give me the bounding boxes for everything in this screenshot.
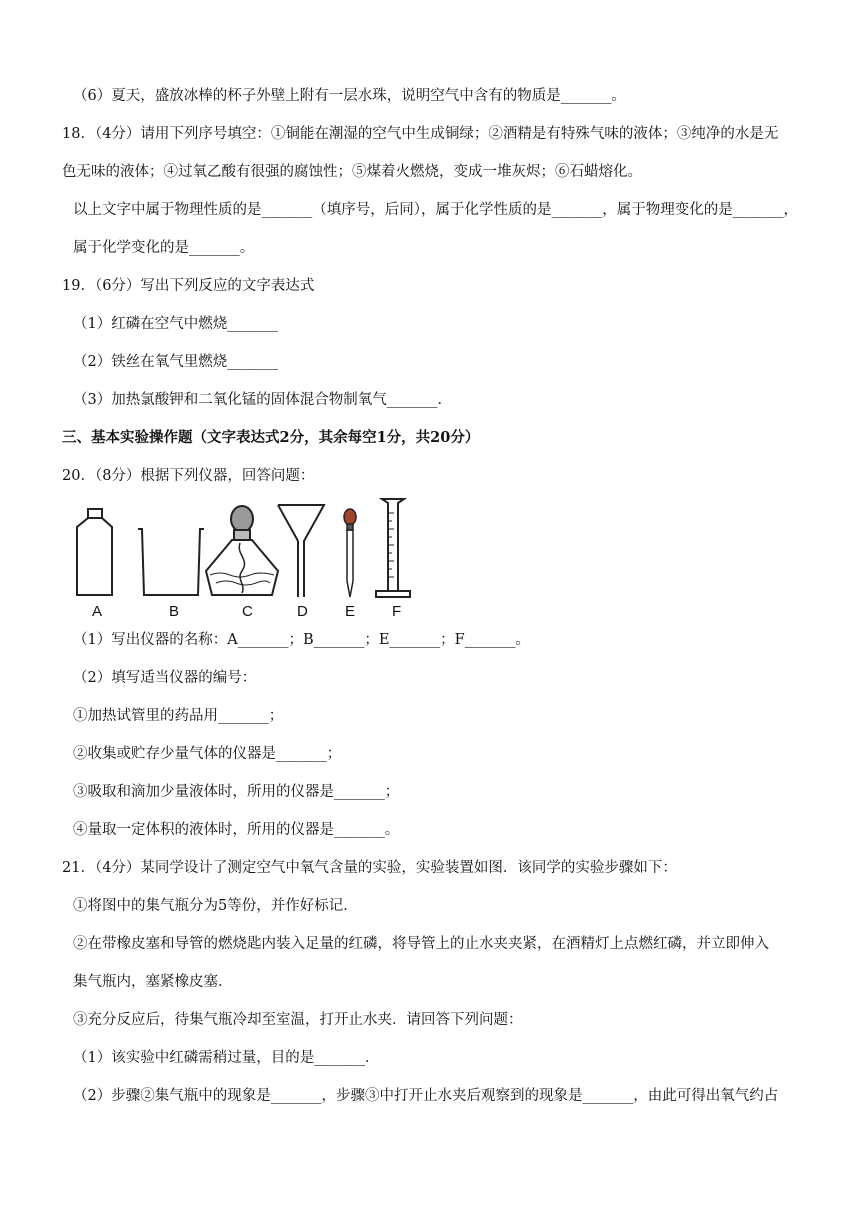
q19-part3: （3）加热氯酸钾和二氧化锰的固体混合物制氧气_______． [73,392,452,408]
section-heading: 三、基本实验操作题（文字表达式2分，其余每空1分，共20分） [62,429,480,446]
q19-part2: （2）铁丝在氧气里燃烧_______ [73,354,278,370]
q21-stem: 21．（4分）某同学设计了测定空气中氧气含量的实验，实验装置如图．该同学的实验步骤如下： [62,860,677,876]
apparatus-label-f: F [392,603,402,620]
q21-step2-cont: 集气瓶内，塞紧橡皮塞． [73,974,233,990]
graduated-cylinder-icon [376,499,410,597]
apparatus-figure [70,493,420,603]
q21-part1: （1）该实验中红磷需稍过量，目的是_______． [73,1050,380,1066]
q20-stem: 20．（8分）根据下列仪器，回答问题： [62,468,315,484]
q18-stem: 18．（4分）请用下列序号填空：①铜能在潮湿的空气中生成铜绿；②酒精是有特殊气味的液体；③纯净的水是无 [62,126,779,142]
q20-sub3: ③吸取和滴加少量液体时，所用的仪器是_______； [73,784,400,800]
alcohol-lamp-icon [206,506,278,595]
apparatus-label-e: E [345,603,356,620]
q17-part6: （6）夏天，盛放冰棒的杯子外壁上附有一层水珠，说明空气中含有的物质是_______。 [73,88,626,104]
q21-step2: ②在带橡皮塞和导管的燃烧匙内装入足量的红磷，将导管上的止水夹夹紧，在酒精灯上点燃红磷，并立即伸入 [73,936,769,952]
q20-sub2: ②收集或贮存少量气体的仪器是_______； [73,746,342,762]
q18-stem-cont: 色无味的液体；④过氧乙酸有很强的腐蚀性；⑤煤着火燃烧，变成一堆灰烬；⑥石蜡熔化。 [62,164,642,180]
q19-stem: 19．（6分）写出下列反应的文字表达式 [62,278,315,294]
apparatus-label-c: C [242,603,253,620]
q18-blanks-cont: 属于化学变化的是_______。 [73,240,255,256]
apparatus-label-a: A [92,603,103,620]
gas-bottle-icon [77,509,112,595]
q21-part2: （2）步骤②集气瓶中的现象是_______，步骤③中打开止水夹后观察到的现象是_______，由此可得出氧气约占 [73,1088,779,1104]
q20-sub1: ①加热试管里的药品用_______； [73,708,284,724]
apparatus-label-d: D [297,603,308,620]
q19-part1: （1）红磷在空气中燃烧_______ [73,316,278,332]
apparatus-label-b: B [169,603,180,620]
q18-blanks: 以上文字中属于物理性质的是_______（填序号，后同），属于化学性质的是_______，属于物理变化的是_______， [73,202,798,218]
q21-step3: ③充分反应后，待集气瓶冷却至室温，打开止水夹．请回答下列问题： [73,1012,523,1028]
beaker-icon [138,529,204,595]
q20-part1: （1）写出仪器的名称：A_______；B_______；E_______；F_______。 [73,632,530,648]
dropper-icon [344,509,356,597]
q20-sub4: ④量取一定体积的液体时，所用的仪器是_______。 [73,822,400,838]
funnel-icon [278,505,324,597]
q20-part2: （2）填写适当仪器的编号： [73,670,257,686]
q21-step1: ①将图中的集气瓶分为5等份，并作好标记． [73,898,358,914]
